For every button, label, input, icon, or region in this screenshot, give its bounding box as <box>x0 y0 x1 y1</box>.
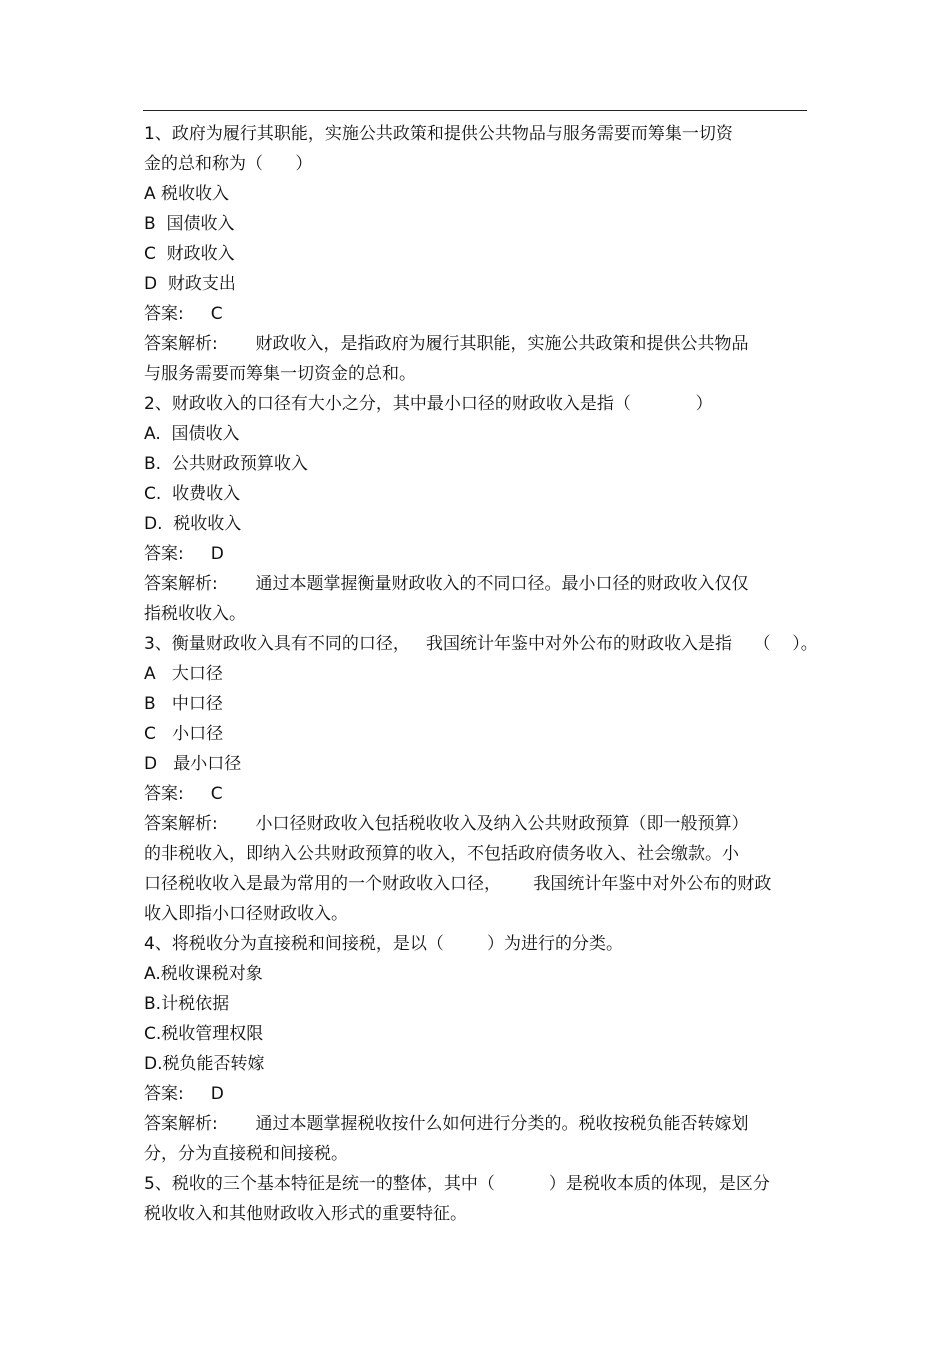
q3-explanation-line1: 答案解析: 小口径财政收入包括税收收入及纳入公共财政预算（即一般预算） <box>144 814 749 834</box>
q1-explanation-line2: 与服务需要而筹集一切资金的总和。 <box>144 364 416 384</box>
document-body <box>144 119 824 1229</box>
q2-answer: 答案: D <box>144 544 224 564</box>
q3-option-b: B 中口径 <box>144 694 223 714</box>
q2-option-c: C. 收费收入 <box>144 484 241 504</box>
q1-option-a: A 税收收入 <box>144 184 230 204</box>
q1-option-b: B 国债收入 <box>144 214 235 234</box>
q3-explanation-line2: 的非税收入，即纳入公共财政预算的收入，不包括政府债务收入、社会缴款。小 <box>144 844 739 864</box>
q2-explanation-line2: 指税收收入。 <box>144 604 246 624</box>
q3-option-d: D 最小口径 <box>144 754 242 774</box>
q5-stem-line2: 税收收入和其他财政收入形式的重要特征。 <box>144 1204 467 1224</box>
q2-stem: 2、财政收入的口径有大小之分，其中最小口径的财政收入是指（ ） <box>144 394 713 414</box>
q3-explanation-line4: 收入即指小口径财政收入。 <box>144 904 348 924</box>
q1-stem-line2: 金的总和称为（ ） <box>144 154 313 174</box>
q4-option-c: C.税收管理权限 <box>144 1024 264 1044</box>
q4-option-a: A.税收课税对象 <box>144 964 263 984</box>
q4-option-d: D.税负能否转嫁 <box>144 1054 265 1074</box>
q4-explanation-line2: 分，分为直接税和间接税。 <box>144 1144 348 1164</box>
q1-stem-line1: 1、政府为履行其职能，实施公共政策和提供公共物品与服务需要而筹集一切资 <box>144 124 733 144</box>
q2-explanation-line1: 答案解析: 通过本题掌握衡量财政收入的不同口径。最小口径的财政收入仅仅 <box>144 574 749 594</box>
q1-option-c: C 财政收入 <box>144 244 235 264</box>
q1-answer: 答案: C <box>144 304 223 324</box>
q3-option-c: C 小口径 <box>144 724 224 744</box>
q4-answer: 答案: D <box>144 1084 224 1104</box>
q3-answer: 答案: C <box>144 784 223 804</box>
q1-explanation-line1: 答案解析: 财政收入，是指政府为履行其职能，实施公共政策和提供公共物品 <box>144 334 749 354</box>
q2-option-d: D. 税收收入 <box>144 514 242 534</box>
q1-option-d: D 财政支出 <box>144 274 236 294</box>
q4-stem: 4、将税收分为直接税和间接税，是以（ ）为进行的分类。 <box>144 934 624 954</box>
q4-option-b: B.计税依据 <box>144 994 230 1014</box>
q3-option-a: A 大口径 <box>144 664 223 684</box>
q2-option-a: A. 国债收入 <box>144 424 240 444</box>
q5-stem-line1: 5、税收的三个基本特征是统一的整体，其中（ ）是税收本质的体现，是区分 <box>144 1174 770 1194</box>
q3-stem: 3、衡量财政收入具有不同的口径， 我国统计年鉴中对外公布的财政收入是指 （ ）。 <box>144 634 818 654</box>
q3-explanation-line3: 口径税收收入是最为常用的一个财政收入口径， 我国统计年鉴中对外公布的财政 <box>144 874 772 894</box>
q4-explanation-line1: 答案解析: 通过本题掌握税收按什么如何进行分类的。税收按税负能否转嫁划 <box>144 1114 749 1134</box>
q2-option-b: B. 公共财政预算收入 <box>144 454 308 474</box>
header-rule <box>143 110 807 111</box>
